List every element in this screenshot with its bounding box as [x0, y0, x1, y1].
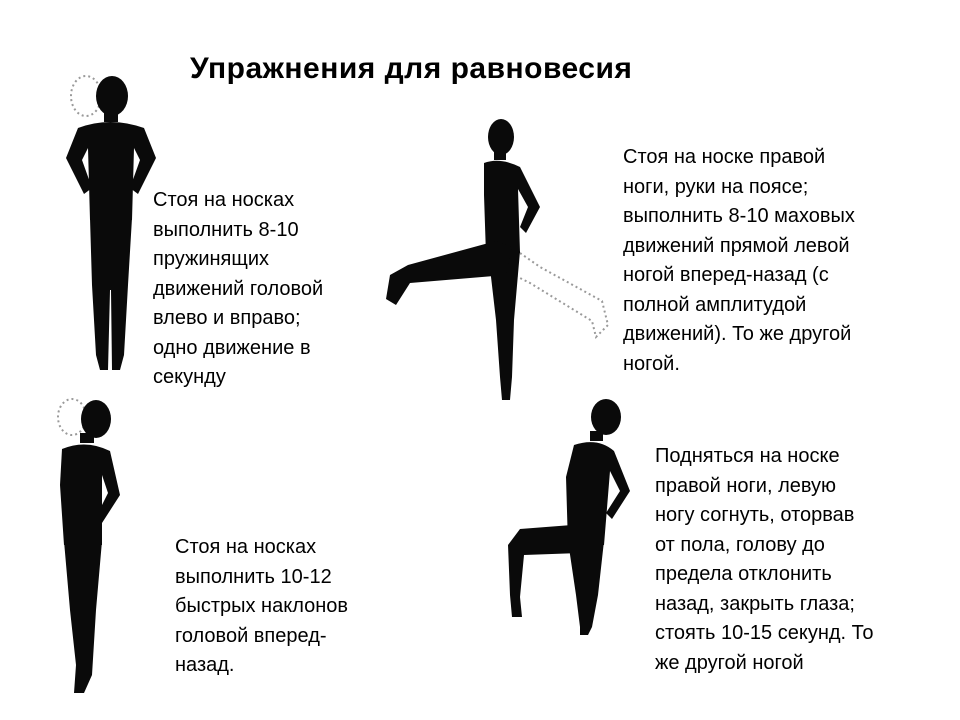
head — [96, 76, 128, 116]
exercise-3-caption: Стоя на носках выполнить 10-12 быстрых наклонов головой вперед- назад. — [175, 536, 348, 676]
swinging-leg — [386, 241, 512, 305]
neck — [104, 112, 118, 122]
torso-and-arms — [484, 161, 540, 255]
neck — [494, 151, 506, 160]
legs — [64, 541, 102, 693]
slide-title: Упражнения для равновесия — [190, 52, 633, 85]
neck — [80, 433, 94, 443]
neck — [590, 431, 603, 441]
figure-head-bend — [40, 395, 150, 700]
bent-leg — [508, 525, 580, 617]
figure-bent-knee — [500, 395, 650, 645]
exercise-4-caption: Подняться на носке правой ноги, левую ногу согнуть, оторвав от пола, голову до предела отклонить назад, закрыть глаза; стоять 10-15 секунд. То же другой ногой — [655, 445, 874, 674]
head — [81, 400, 111, 438]
leg-ghost-outline — [514, 253, 608, 337]
torso-and-arms — [66, 122, 156, 220]
figure-leg-swing — [380, 115, 625, 410]
figure-head-turn — [40, 70, 170, 380]
exercise-1-caption: Стоя на носках выполнить 8-10 пружинящих движений головой влево и вправо; одно движение в секунду — [153, 189, 324, 388]
head — [591, 399, 621, 435]
torso-and-arms — [60, 444, 120, 545]
torso-and-arms — [566, 442, 630, 545]
exercise-2-caption: Стоя на носке правой ноги, руки на поясе; выполнить 8-10 маховых движений прямой левой ногой вперед-назад (с полной амплитудой движений). То же другой ногой. — [623, 146, 855, 375]
support-leg — [568, 541, 604, 635]
head — [488, 119, 514, 155]
legs — [90, 218, 132, 370]
